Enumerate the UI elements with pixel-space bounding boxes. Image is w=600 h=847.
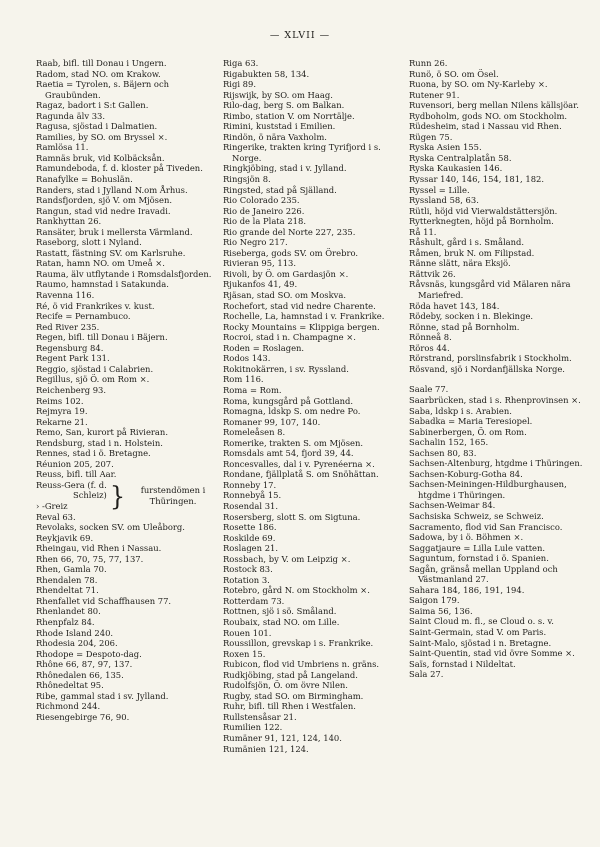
index-entry: Saint-Germain, stad V. om Paris. (409, 626, 547, 637)
column-1 (36, 58, 218, 722)
index-entry: Rönneå 8. (409, 332, 452, 343)
page-header: — XLVII — (269, 30, 331, 41)
index-entry: Ramilies, by SO. om Bryssel ×. (36, 131, 168, 142)
index-entry: Saale 77. (409, 384, 449, 395)
index-entry: Rödeby, socken i n. Blekinge. (409, 311, 534, 322)
index-entry: Rullstensåsar 21. (223, 711, 297, 722)
index-entry: Rönne, stad på Bornholm. (409, 321, 520, 332)
index-entry: Randers, stad i Jylland N.om Århus. (36, 184, 188, 195)
index-entry: Rügen 75. (409, 131, 453, 142)
index-entry: Saima 56, 136. (409, 605, 473, 616)
index-entry: Sachsen-Meiningen-Hildburghausen, htgdme i Thüringen. (409, 479, 567, 500)
index-entry: Rosette 186. (223, 522, 277, 533)
index-entry: Rhônedeltat 95. (36, 680, 104, 691)
index-entry: Rekarne 21. (36, 416, 88, 427)
index-entry: Raumo, hamnstad i Satakunda. (36, 279, 169, 290)
index-entry: Rotterdam 73. (223, 595, 285, 606)
index-entry: Rumilien 122. (223, 722, 283, 733)
index-entry: Ré, ö vid Frankrikes v. kust. (36, 300, 155, 311)
index-entry: Runö, ö SO. om Ösel. (409, 68, 499, 79)
index-entry: Rankhyttan 26. (36, 216, 102, 227)
index-entry: Reichenberg 93. (36, 384, 107, 395)
index-entry: Ribe, gammal stad i sv. Jylland. (36, 690, 169, 701)
index-entry: Råshult, gård i s. Småland. (409, 237, 525, 248)
index-entry: Ruona, by SO. om Ny-Karleby ×. (409, 79, 548, 90)
index-entry: Rhendeltat 71. (36, 585, 99, 596)
index-entry: Rörstrand, porslinsfabrik i Stockholm. (409, 353, 572, 364)
index-entry: Roma = Rom. (223, 384, 282, 395)
index-entry: Roncesvalles, dal i v. Pyrenéerna ×. (223, 458, 375, 469)
index-entry: Revolaks, socken SV. om Uleåborg. (36, 522, 185, 533)
index-entry: Rjukanfos 41, 49. (223, 279, 298, 290)
index-entry: Raetia = Tyrolen, s. Bäjern och Graubünden. (36, 79, 170, 100)
index-entry: Rhenlandet 80. (36, 606, 101, 617)
index-entry: Romerike, trakten S. om Mjösen. (223, 437, 364, 448)
index-entry: Rüdesheim, stad i Nassau vid Rhen. (409, 121, 562, 132)
index-entry: Ryska Centralplatån 58. (409, 152, 512, 163)
index-entry: Sachsen-Weimar 84. (409, 500, 496, 511)
index-entry: Rio Negro 217. (223, 237, 288, 248)
index-entry: Ramnäs bruk, vid Kolbäcksån. (36, 152, 165, 163)
index-entry: Raab, bifl. till Donau i Ungern. (36, 58, 167, 68)
index-entry: Ragusa, sjöstad i Dalmatien. (36, 121, 158, 132)
index-entry: Runn 26. (409, 58, 448, 68)
index-entry: Rhodesia 204, 206. (36, 638, 118, 649)
index-entry: Rotebro, gård N. om Stockholm ×. (223, 585, 370, 596)
index-entry: Rudolfsjön, Ö. om övre Nilen. (223, 680, 348, 691)
index-entry: Rhen 66, 70, 75, 77, 137. (36, 553, 144, 564)
index-entry: › -Greiz (36, 500, 68, 511)
index-entry: Romagna, ldskp S. om nedre Po. (223, 406, 361, 417)
index-entry: Rio de Janeiro 226. (223, 205, 305, 216)
index-entry: Rydboholm, gods NO. om Stockholm. (409, 110, 568, 121)
index-entry: Roma, kungsgård på Gottland. (223, 395, 354, 406)
index-entry: Ringerike, trakten kring Tyrifjord i s. Norge. (223, 142, 381, 163)
index-entry: Rosendal 31. (223, 500, 279, 511)
index-entry: Rotation 3. (223, 574, 270, 585)
index-entry: Reuss-Gera (f. d. (36, 479, 107, 490)
index-entry: Recife = Pernambuco. (36, 311, 131, 322)
brace-symbol: } (109, 480, 126, 512)
index-entry: Rio Colorado 235. (223, 195, 300, 206)
index-entry: Ringsted, stad på Själland. (223, 184, 337, 195)
index-entry: Red River 235. (36, 321, 100, 332)
index-entry: Ryssar 140, 146, 154, 181, 182. (409, 174, 545, 185)
index-entry: Rudkjöbing, stad på Langeland. (223, 669, 358, 680)
index-entry: Rejmyra 19. (36, 406, 88, 417)
index-entry: Rjäsan, stad SO. om Moskva. (223, 290, 347, 301)
index-entry: Saint-Quentin, stad vid övre Somme ×. (409, 648, 575, 659)
index-entry: Rio grande del Norte 227, 235. (223, 226, 356, 237)
index-entry: Rauma, älv utflytande i Romsdalsfjorden. (36, 268, 212, 279)
index-entry: Rumänien 121, 124. (223, 743, 309, 754)
index-entry: Sadowa, by i ö. Böhmen ×. (409, 532, 524, 543)
index-entry: Rouen 101. (223, 627, 272, 638)
index-entry: Ramundeboda, f. d. kloster på Tiveden. (36, 163, 203, 174)
index-entry: Röda havet 143, 184. (409, 300, 500, 311)
index-entry: Ragaz, badort i S:t Gallen. (36, 100, 149, 111)
index-entry: Rijswijk, by SO. om Haag. (223, 89, 333, 100)
index-entry: Rhode Island 240. (36, 627, 114, 638)
index-entry: Reuss, bifl. till Aar. (36, 469, 117, 480)
index-entry: Rodos 143. (223, 353, 271, 364)
index-entry: Rivoli, by Ö. om Gardasjön ×. (223, 268, 349, 279)
index-entry: Regillus, sjö Ö. om Rom ×. (36, 374, 150, 385)
index-entry: Riseberga, gods SV. om Örebro. (223, 247, 358, 258)
index-entry: Riesengebirge 76, 90. (36, 711, 130, 722)
index-entry: Rå 11. (409, 226, 437, 237)
index-entry: Röros 44. (409, 342, 450, 353)
index-entry: Sachsen-Koburg-Gotha 84. (409, 468, 523, 479)
index-entry: Rottnen, sjö i sö. Småland. (223, 606, 337, 617)
column-2 (223, 58, 405, 754)
index-entry: Sacramento, flod vid San Francisco. (409, 521, 563, 532)
index-entry: Rhenfallet vid Schaffhausen 77. (36, 595, 172, 606)
index-entry: Romeleåsen 8. (223, 427, 286, 438)
index-entry: Radom, stad NO. om Krakow. (36, 68, 161, 79)
index-entry: Rimini, kuststad i Emilien. (223, 121, 336, 132)
index-entry: Raseborg, slott i Nyland. (36, 237, 142, 248)
index-entry: Roden = Roslagen. (223, 342, 305, 353)
index-entry: Rindön, ö nära Vaxholm. (223, 131, 327, 142)
index-entry: Ringkjöbing, stad i v. Jylland. (223, 163, 347, 174)
index-entry: Rättvik 26. (409, 268, 456, 279)
index-entry: Sachsen 80, 83. (409, 447, 477, 458)
index-entry: Rossbach, by V. om Leipzig ×. (223, 553, 351, 564)
column-3 (409, 58, 591, 680)
index-entry: furstendömen i Thüringen. (140, 485, 206, 506)
index-entry: Sachalin 152, 165. (409, 437, 489, 448)
index-entry: Sahara 184, 186, 191, 194. (409, 584, 525, 595)
index-entry: Saggatjaure = Lilla Lule vatten. (409, 542, 546, 553)
index-entry: Rastatt, fästning SV. om Karlsruhe. (36, 247, 186, 258)
index-entry: Ryssland 58, 63. (409, 195, 479, 206)
index-entry: Riga 63. (223, 58, 259, 68)
index-entry: Roskilde 69. (223, 532, 276, 543)
index-entry: Rennes, stad i ö. Bretagne. (36, 448, 151, 459)
index-entry: Rom 116. (223, 374, 264, 385)
index-entry: Rigi 89. (223, 79, 257, 90)
index-entry: Remo, San, kurort på Rivieran. (36, 427, 168, 438)
index-entry: Rhône 66, 87, 97, 137. (36, 659, 133, 670)
index-entry: Saigon 179. (409, 595, 460, 606)
index-entry: Romaner 99, 107, 140. (223, 416, 321, 427)
index-entry: Reykjavik 69. (36, 532, 94, 543)
index-entry: Regen, bifl. till Donau i Bäjern. (36, 332, 168, 343)
index-entry: Rugby, stad SO. om Birmingham. (223, 690, 364, 701)
index-entry: Rangun, stad vid nedre Iravadi. (36, 205, 171, 216)
index-entry: Rimbo, station V. om Norrtälje. (223, 110, 355, 121)
index-entry: Sabinerbergen, Ö. om Rom. (409, 426, 527, 437)
index-entry: Rendsburg, stad i n. Holstein. (36, 437, 163, 448)
index-entry: Ranafylke = Bohuslän. (36, 174, 133, 185)
index-entry: Ragunda älv 33. (36, 110, 106, 121)
index-entry: Ringsjön 8. (223, 174, 271, 185)
index-entry: Ruvensori, berg mellan Nilens källsjöar. (409, 100, 579, 111)
index-entry: Rocky Mountains = Klippiga bergen. (223, 321, 380, 332)
index-entry: Rubicon, flod vid Umbriens n. gräns. (223, 659, 380, 670)
index-entry: Rochefort, stad vid nedre Charente. (223, 300, 376, 311)
index-entry: Regensburg 84. (36, 342, 104, 353)
index-entry: Råvsnäs, kungsgård vid Mälaren nära Mariefred. (409, 279, 571, 301)
index-entry: Rhodope = Despoto-dag. (36, 648, 142, 659)
index-entry: Rütli, höjd vid Vierwaldstättersjön. (409, 205, 558, 216)
index-entry: Rokitnokärren, i sv. Ryssland. (223, 363, 349, 374)
index-entry: Saïs, fornstad i Nildeltat. (409, 658, 516, 669)
index-entry: Reval 63. (36, 511, 76, 522)
index-entry: Rio de la Plata 218. (223, 216, 306, 227)
index-entry: Rytterknegten, höjd på Bornholm. (409, 216, 554, 227)
index-entry: Roussillon, grevskap i s. Frankrike. (223, 638, 374, 649)
index-entry: Ränne slätt, nära Eksjö. (409, 258, 511, 269)
index-entry: Rutener 91. (409, 89, 460, 100)
index-entry: Rivieran 95, 113. (223, 258, 297, 269)
index-entry: Sagån, gränså mellan Uppland och Västmanland 27. (409, 563, 558, 585)
index-entry: Rondane, fjällplatå S. om Snöhättan. (223, 469, 379, 480)
index-entry: Rocroi, stad i n. Champagne ×. (223, 332, 356, 343)
index-entry: Ratan, hamn NO. om Umeå ×. (36, 258, 165, 269)
index-entry: Saba, ldskp i s. Arabien. (409, 405, 512, 416)
index-entry: Richmond 244. (36, 701, 101, 712)
index-entry: Saint Cloud m. fl., se Cloud o. s. v. (409, 616, 554, 627)
index-entry: Rilo-dag, berg S. om Balkan. (223, 100, 345, 111)
index-entry: Rigabukten 58, 134. (223, 68, 310, 79)
index-entry: Rhenpfalz 84. (36, 616, 95, 627)
index-entry: Ryska Kaukasien 146. (409, 163, 503, 174)
index-entry: Ravenna 116. (36, 290, 95, 301)
index-entry: Råmen, bruk N. om Filipstad. (409, 247, 535, 258)
index-entry: Sachsiska Schweiz, se Schweiz. (409, 510, 544, 521)
index-entry: Sachsen-Altenburg, htgdme i Thüringen. (409, 458, 583, 469)
index-entry: Regent Park 131. (36, 353, 110, 364)
index-entry: Rostock 83. (223, 564, 273, 575)
index-entry: Roslagen 21. (223, 543, 279, 554)
index-entry: Saint-Malo, sjöstad i n. Bretagne. (409, 637, 552, 648)
index-entry: Sabadka = Maria Teresiopel. (409, 416, 533, 427)
index-entry: Schleiz) (72, 490, 107, 501)
index-entry: Sala 27. (409, 669, 444, 680)
index-entry: Romsdals amt 54, fjord 39, 44. (223, 448, 354, 459)
index-entry: Ryssel = Lille. (409, 184, 470, 195)
index-entry: Ronnebyå 15. (223, 490, 282, 501)
reuss-brace-group (36, 480, 218, 512)
index-entry: Roubaix, stad NO. om Lille. (223, 616, 340, 627)
index-entry: Saguntum, fornstad i ö. Spanien. (409, 553, 549, 564)
index-entry: Reggio, sjöstad i Calabrien. (36, 363, 154, 374)
index-entry: Reims 102. (36, 395, 84, 406)
index-entry: Rosersberg, slott S. om Sigtuna. (223, 511, 361, 522)
index-entry: Rösvand, sjö i Nordanfjällska Norge. (409, 363, 565, 374)
index-entry: Ramlösa 11. (36, 142, 89, 153)
index-entry: Ruhr, bifl. till Rhen i Westfalen. (223, 701, 356, 712)
index-entry: Rhen, Gamla 70. (36, 564, 107, 575)
index-entry: Rochelle, La, hamnstad i v. Frankrike. (223, 311, 385, 322)
index-entry: Roxen 15. (223, 648, 266, 659)
index-entry: Rumäner 91, 121, 124, 140. (223, 733, 342, 743)
index-entry: Ryska Asien 155. (409, 142, 482, 153)
index-entry: Ransäter, bruk i mellersta Värmland. (36, 226, 193, 237)
index-entry: Réunion 205, 207. (36, 458, 114, 469)
index-entry: Saarbrücken, stad i s. Rhenprovinsen ×. (409, 394, 581, 405)
index-entry: Rheingau, vid Rhen i Nassau. (36, 543, 162, 554)
index-entry: Rhendalen 78. (36, 574, 98, 585)
index-entry: Ronneby 17. (223, 479, 277, 490)
index-entry: Rhônedalen 66, 135. (36, 669, 124, 680)
index-entry: Randsfjorden, sjö V. om Mjösen. (36, 195, 172, 206)
